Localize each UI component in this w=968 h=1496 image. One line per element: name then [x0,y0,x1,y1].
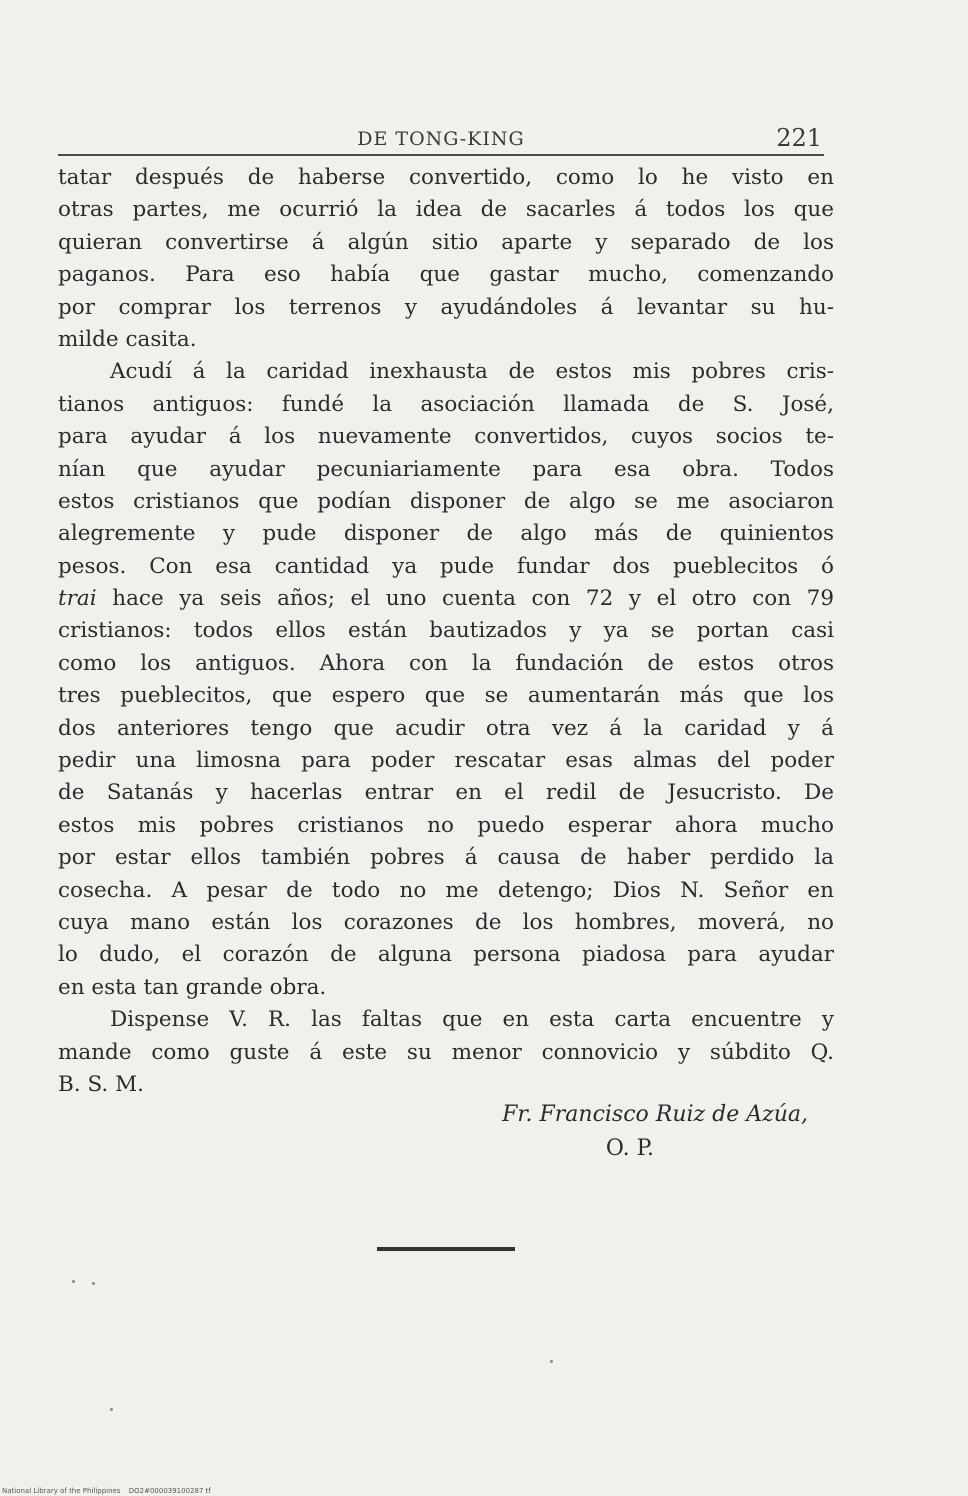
text-line: milde casita. [58,326,197,352]
text-line-rest: hace ya seis años; el uno cuenta con 72 y el otro con 79 [112,586,834,612]
text-line: tres pueblecitos, que espero que se aumentarán más que los [58,683,834,709]
signature-block [58,1098,808,1166]
text-line-with-italic [58,583,834,615]
body-text [58,162,834,1101]
text-line: estos mis pobres cristianos no puedo esperar ahora mucho [58,812,834,838]
text-line: cristianos: todos ellos están bautizados y ya se portan casi [58,618,834,644]
scan-speck [550,1360,553,1363]
text-line: por estar ellos también pobres á causa de haber perdido la [58,845,834,871]
page-number: 221 [776,124,822,152]
paragraph-start-line: Acudí á la caridad inexhausta de estos mis pobres cris- [110,359,834,385]
italic-word: trai [58,586,97,612]
header-rule [58,154,824,156]
text-line: B. S. M. [58,1071,144,1097]
text-line: como los antiguos. Ahora con la fundación de estos otros [58,650,834,676]
scan-speck [72,1280,75,1283]
text-line: de Satanás y hacerlas entrar en el redil de Jesucristo. De [58,780,834,806]
footer-identifier: DO2#000039100287 tf [128,1487,211,1495]
text-line: en esta tan grande obra. [58,974,327,1000]
text-line: cosecha. A pesar de todo no me detengo; Dios N. Señor en [58,877,834,903]
text-line: para ayudar á los nuevamente convertidos, cuyos socios te- [58,424,834,450]
scan-speck [110,1408,113,1411]
text-line: paganos. Para eso había que gastar mucho, comenzando [58,262,834,288]
text-line: mande como guste á este su menor connovicio y súbdito Q. [58,1039,834,1065]
running-title: DE TONG-KING [357,128,525,150]
running-head [58,124,824,154]
text-line: nían que ayudar pecuniariamente para esa obra. Todos [58,456,834,482]
text-line: tatar después de haberse convertido, como lo he visto en [58,165,834,190]
text-line: pesos. Con esa cantidad ya pude fundar dos pueblecitos ó [58,553,834,579]
text-line: estos cristianos que podían disponer de algo se me asociaron [58,488,834,514]
text-line: tianos antiguos: fundé la asociación llamada de S. José, [58,391,834,417]
text-line: por comprar los terrenos y ayudándoles á levantar su hu- [58,294,834,320]
scan-speck [92,1282,95,1285]
footer-library: National Library of the Philippines [2,1487,121,1495]
text-line: alegremente y pude disponer de algo más de quinientos [58,521,834,547]
end-rule [377,1247,515,1251]
text-line: cuya mano están los corazones de los hombres, moverá, no [58,909,834,935]
signature-name: Fr. Francisco Ruiz de Azúa, [502,1102,808,1127]
text-line: otras partes, me ocurrió la idea de sacarles á todos los que [58,197,834,223]
text-line: quieran convertirse á algún sitio aparte y separado de los [58,229,834,255]
scan-footer [2,1487,211,1495]
text-line: dos anteriores tengo que acudir otra vez á la caridad y á [58,715,834,741]
signature-order: O. P. [605,1136,654,1161]
paragraph-start-line: Dispense V. R. las faltas que en esta carta encuentre y [110,1007,834,1033]
text-line: pedir una limosna para poder rescatar esas almas del poder [58,748,834,774]
text-line: lo dudo, el corazón de alguna persona piadosa para ayudar [58,942,834,968]
